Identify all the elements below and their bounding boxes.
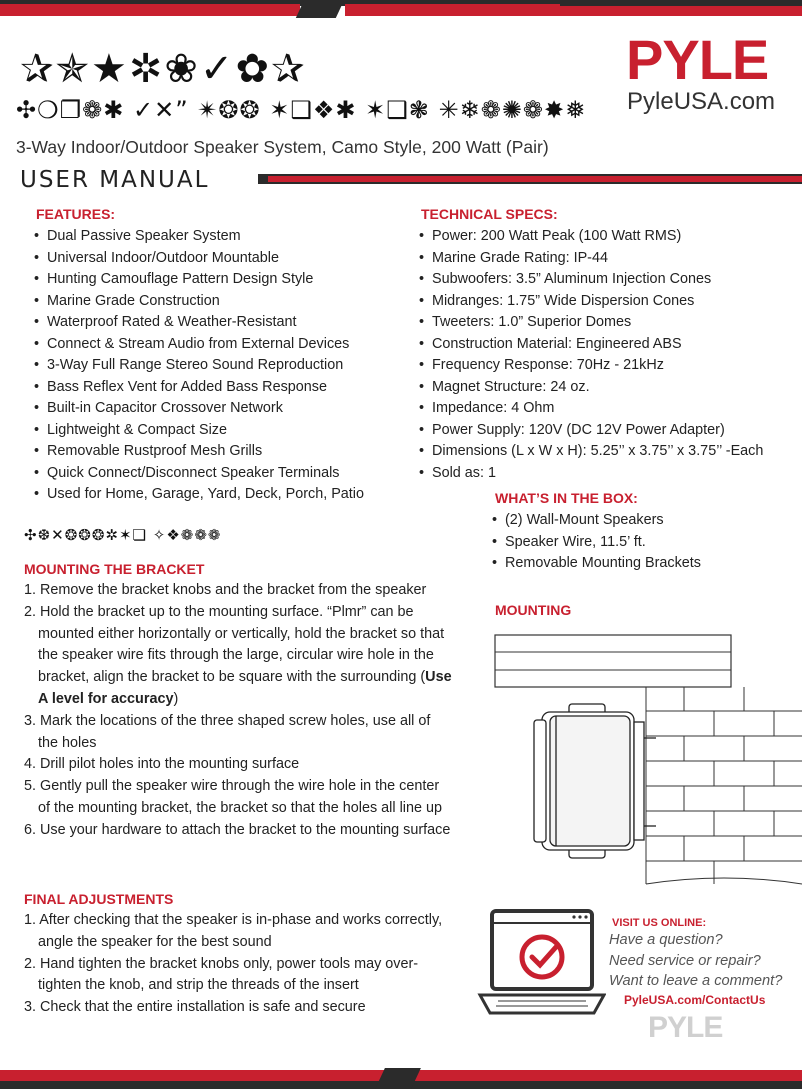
spec-item: • Magnet Structure: 24 oz. (419, 377, 763, 399)
level-note: Use A level for accuracy (38, 669, 452, 707)
features-title: FEATURES: (36, 206, 116, 222)
mounting-diagram (494, 634, 802, 894)
pyle-logo: PYLE (626, 28, 769, 91)
dingbat-install-heading: ✣❆✕❂❂❂✲✶❏ ✧❖❁❁❁ (24, 526, 222, 544)
mounting-title: MOUNTING (495, 602, 572, 618)
feature-item: • Bass Reflex Vent for Added Bass Response (34, 377, 364, 399)
visit-line-comment: Want to leave a comment? (609, 973, 783, 989)
final-step: 2. Hand tighten the bracket knobs only, power tools may over-tighten the knob, and strip the threads of the insert (24, 955, 419, 994)
visit-line-question: Have a question? (609, 932, 723, 948)
spec-item: • Marine Grade Rating: IP-44 (419, 248, 763, 270)
box-title: WHAT’S IN THE BOX: (495, 490, 638, 506)
box-list (492, 510, 701, 575)
feature-item: • Connect & Stream Audio from External Devices (34, 334, 364, 356)
contact-link[interactable]: PyleUSA.com/ContactUs (624, 993, 766, 1007)
spec-item: • Power: 200 Watt Peak (100 Watt RMS) (419, 226, 763, 248)
visit-title: VISIT US ONLINE: (612, 917, 707, 929)
laptop-icon (476, 905, 606, 1023)
final-step: 3. Check that the entire installation is safe and secure (24, 999, 366, 1016)
final-title: FINAL ADJUSTMENTS (24, 891, 174, 907)
feature-item: • Universal Indoor/Outdoor Mountable (34, 248, 364, 270)
features-list (34, 226, 364, 506)
bracket-step: 4. Drill pilot holes into the mounting surface (24, 756, 300, 773)
spec-item: • Subwoofers: 3.5” Aluminum Injection Cones (419, 269, 763, 291)
spec-item: • Sold as: 1 (419, 463, 763, 485)
box-item: • (2) Wall-Mount Speakers (492, 510, 701, 532)
spec-item: • Midranges: 1.75” Wide Dispersion Cones (419, 291, 763, 313)
bracket-step: 6. Use your hardware to attach the bracket to the mounting surface (24, 821, 451, 838)
top-decor-bar (0, 0, 802, 18)
box-item: • Removable Mounting Brackets (492, 553, 701, 575)
bracket-step: 5. Gently pull the speaker wire through the wire hole in the center of the mounting bracket, the bracket so that the holes all line up (24, 778, 442, 816)
bracket-step: 2. Hold the bracket up to the mounting surface. “Plmr” can be mounted either horizontally or vertically, hold the bracket so that the speaker wire fits through the large, circular wire hole in the bracket, align the bracket to be square with the surrounding (Use A level for accuracy) (24, 603, 452, 707)
bracket-step: 1. Remove the bracket knobs and the bracket from the speaker (24, 582, 427, 598)
spec-item: • Impedance: 4 Ohm (419, 398, 763, 420)
feature-item: • Built-in Capacitor Crossover Network (34, 398, 364, 420)
bottom-decor-bar (0, 1068, 802, 1089)
spec-item: • Dimensions (L x W x H): 5.25’’ x 3.75’’ x 3.75’’ -Each (419, 441, 763, 463)
bracket-steps (24, 580, 454, 842)
feature-item: • 3-Way Full Range Stereo Sound Reproduction (34, 355, 364, 377)
final-step: 1. After checking that the speaker is in-phase and works correctly, angle the speaker for the best sound (24, 912, 443, 950)
feature-item: • Quick Connect/Disconnect Speaker Terminals (34, 463, 364, 485)
specs-title: TECHNICAL SPECS: (421, 206, 558, 222)
dingbat-title: ✰✯★✲❀✓✿✰ (20, 46, 307, 92)
bracket-title: MOUNTING THE BRACKET (24, 561, 205, 577)
specs-list (419, 226, 763, 484)
bracket-step: 3. Mark the locations of the three shaped screw holes, use all of the holes (24, 712, 431, 751)
dingbat-subtitle: ✣❍❐❁✱ ✓✕” ✴❂❂ ✶❑❖✱ ✶❑❃ ✳❄❁✺❁✸❅ (16, 96, 587, 124)
spec-item: • Frequency Response: 70Hz - 21kHz (419, 355, 763, 377)
spec-item: • Construction Material: Engineered ABS (419, 334, 763, 356)
manual-title: USER MANUAL (20, 167, 210, 193)
product-subtitle: 3-Way Indoor/Outdoor Speaker System, Camo Style, 200 Watt (Pair) (16, 137, 549, 157)
visit-line-service: Need service or repair? (609, 953, 761, 969)
feature-item: • Waterproof Rated & Weather-Resistant (34, 312, 364, 334)
footer-logo: PYLE (648, 1011, 723, 1044)
title-rule-accent (268, 176, 802, 182)
feature-item: • Used for Home, Garage, Yard, Deck, Porch, Patio (34, 484, 364, 506)
feature-item: • Marine Grade Construction (34, 291, 364, 313)
feature-item: • Lightweight & Compact Size (34, 420, 364, 442)
feature-item: • Hunting Camouflage Pattern Design Style (34, 269, 364, 291)
final-steps (24, 910, 454, 1019)
spec-item: • Tweeters: 1.0” Superior Domes (419, 312, 763, 334)
logo-url: PyleUSA.com (627, 88, 776, 115)
box-item: • Speaker Wire, 11.5’ ft. (492, 532, 701, 554)
feature-item: • Removable Rustproof Mesh Grills (34, 441, 364, 463)
spec-item: • Power Supply: 120V (DC 12V Power Adapter) (419, 420, 763, 442)
feature-item: • Dual Passive Speaker System (34, 226, 364, 248)
